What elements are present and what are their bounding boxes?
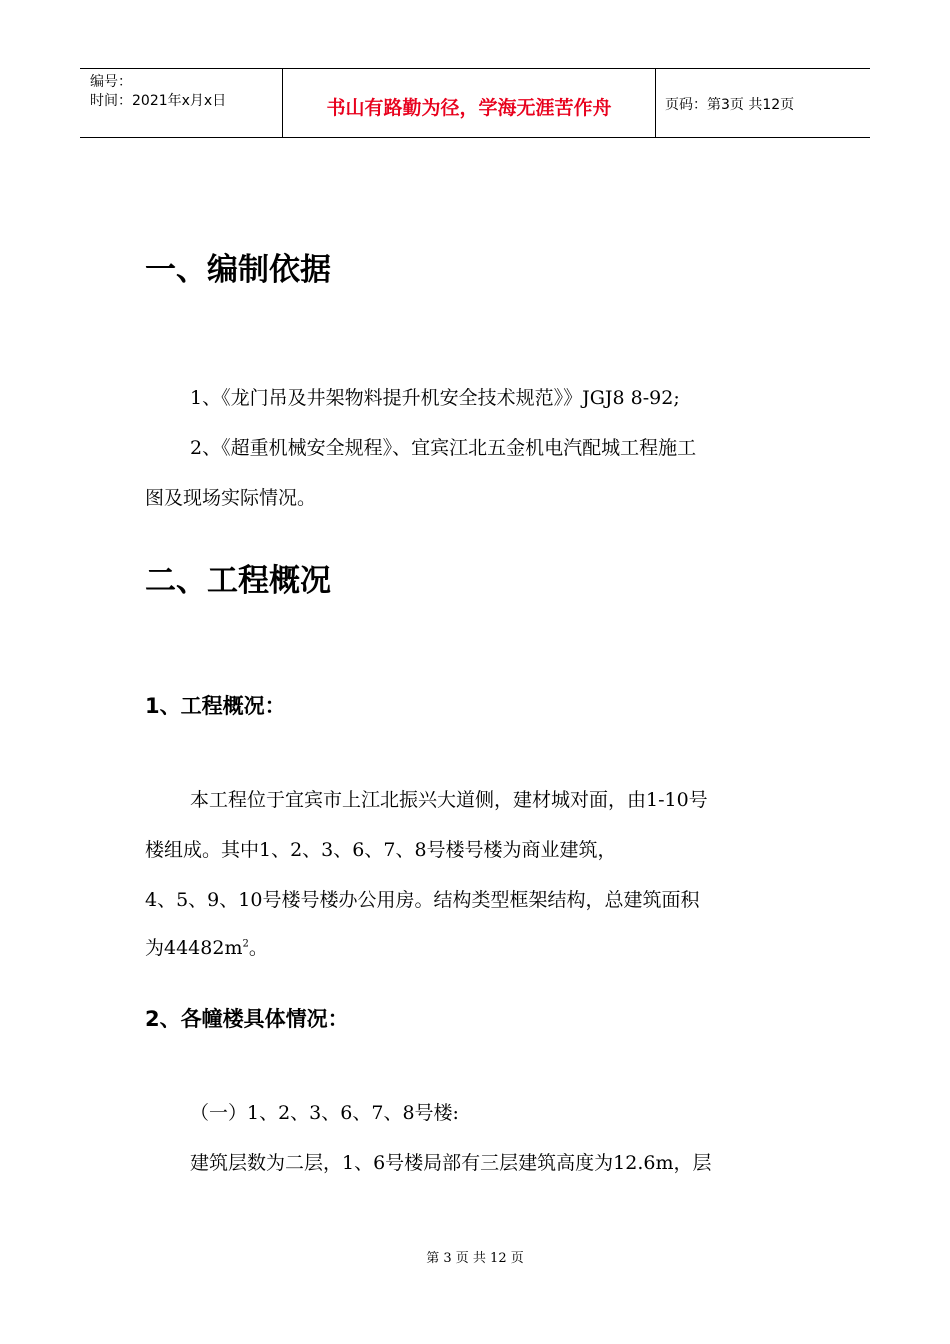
overview-line-3: 4、5、9、10号楼号楼办公用房。结构类型框架结构，总建筑面积 [145, 889, 700, 911]
document-header [80, 68, 870, 138]
subsection-title-overview: 1、工程概况： [145, 694, 286, 718]
header-meta-cell [80, 69, 282, 137]
header-page-cell [655, 69, 870, 137]
subsection-title-buildings: 2、各幢楼具体情况： [145, 1007, 349, 1031]
buildings-item-1: （一）1、2、3、6、7、8号楼: [190, 1102, 459, 1124]
overview-line-4 [145, 933, 268, 960]
section-title-basis: 一、编制依据 [145, 252, 331, 288]
number-label: 编号： [90, 74, 132, 90]
motto-text: 书山有路勤为径，学海无涯苦作舟 [326, 97, 612, 119]
basis-item-1: 1、《龙门吊及井架物料提升机安全技术规范》》JGJ8 8-92; [190, 387, 680, 409]
section-title-overview: 二、工程概况 [145, 563, 331, 599]
page-info: 页码：第3页 共12页 [665, 97, 795, 113]
area-end-punct: 。 [248, 937, 268, 959]
buildings-line-1: 建筑层数为二层，1、6号楼局部有三层建筑高度为12.6m，层 [190, 1152, 712, 1174]
basis-item-2-line-2: 图及现场实际情况。 [145, 487, 317, 509]
overview-line-2: 楼组成。其中1、2、3、6、7、8号楼号楼为商业建筑， [145, 839, 617, 861]
area-unit-superscript: 2 [242, 938, 249, 950]
overview-line-1: 本工程位于宜宾市上江北振兴大道侧，建材城对面，由1-10号 [190, 789, 708, 811]
page-footer: 第 3 页 共 12 页 [426, 1251, 524, 1266]
area-value: 为44482m [145, 937, 243, 959]
time-label: 时间：2021年x月x日 [90, 93, 227, 109]
basis-item-2-line-1: 2、《超重机械安全规程》、宜宾江北五金机电汽配城工程施工 [190, 437, 697, 459]
header-motto-cell [282, 69, 656, 137]
